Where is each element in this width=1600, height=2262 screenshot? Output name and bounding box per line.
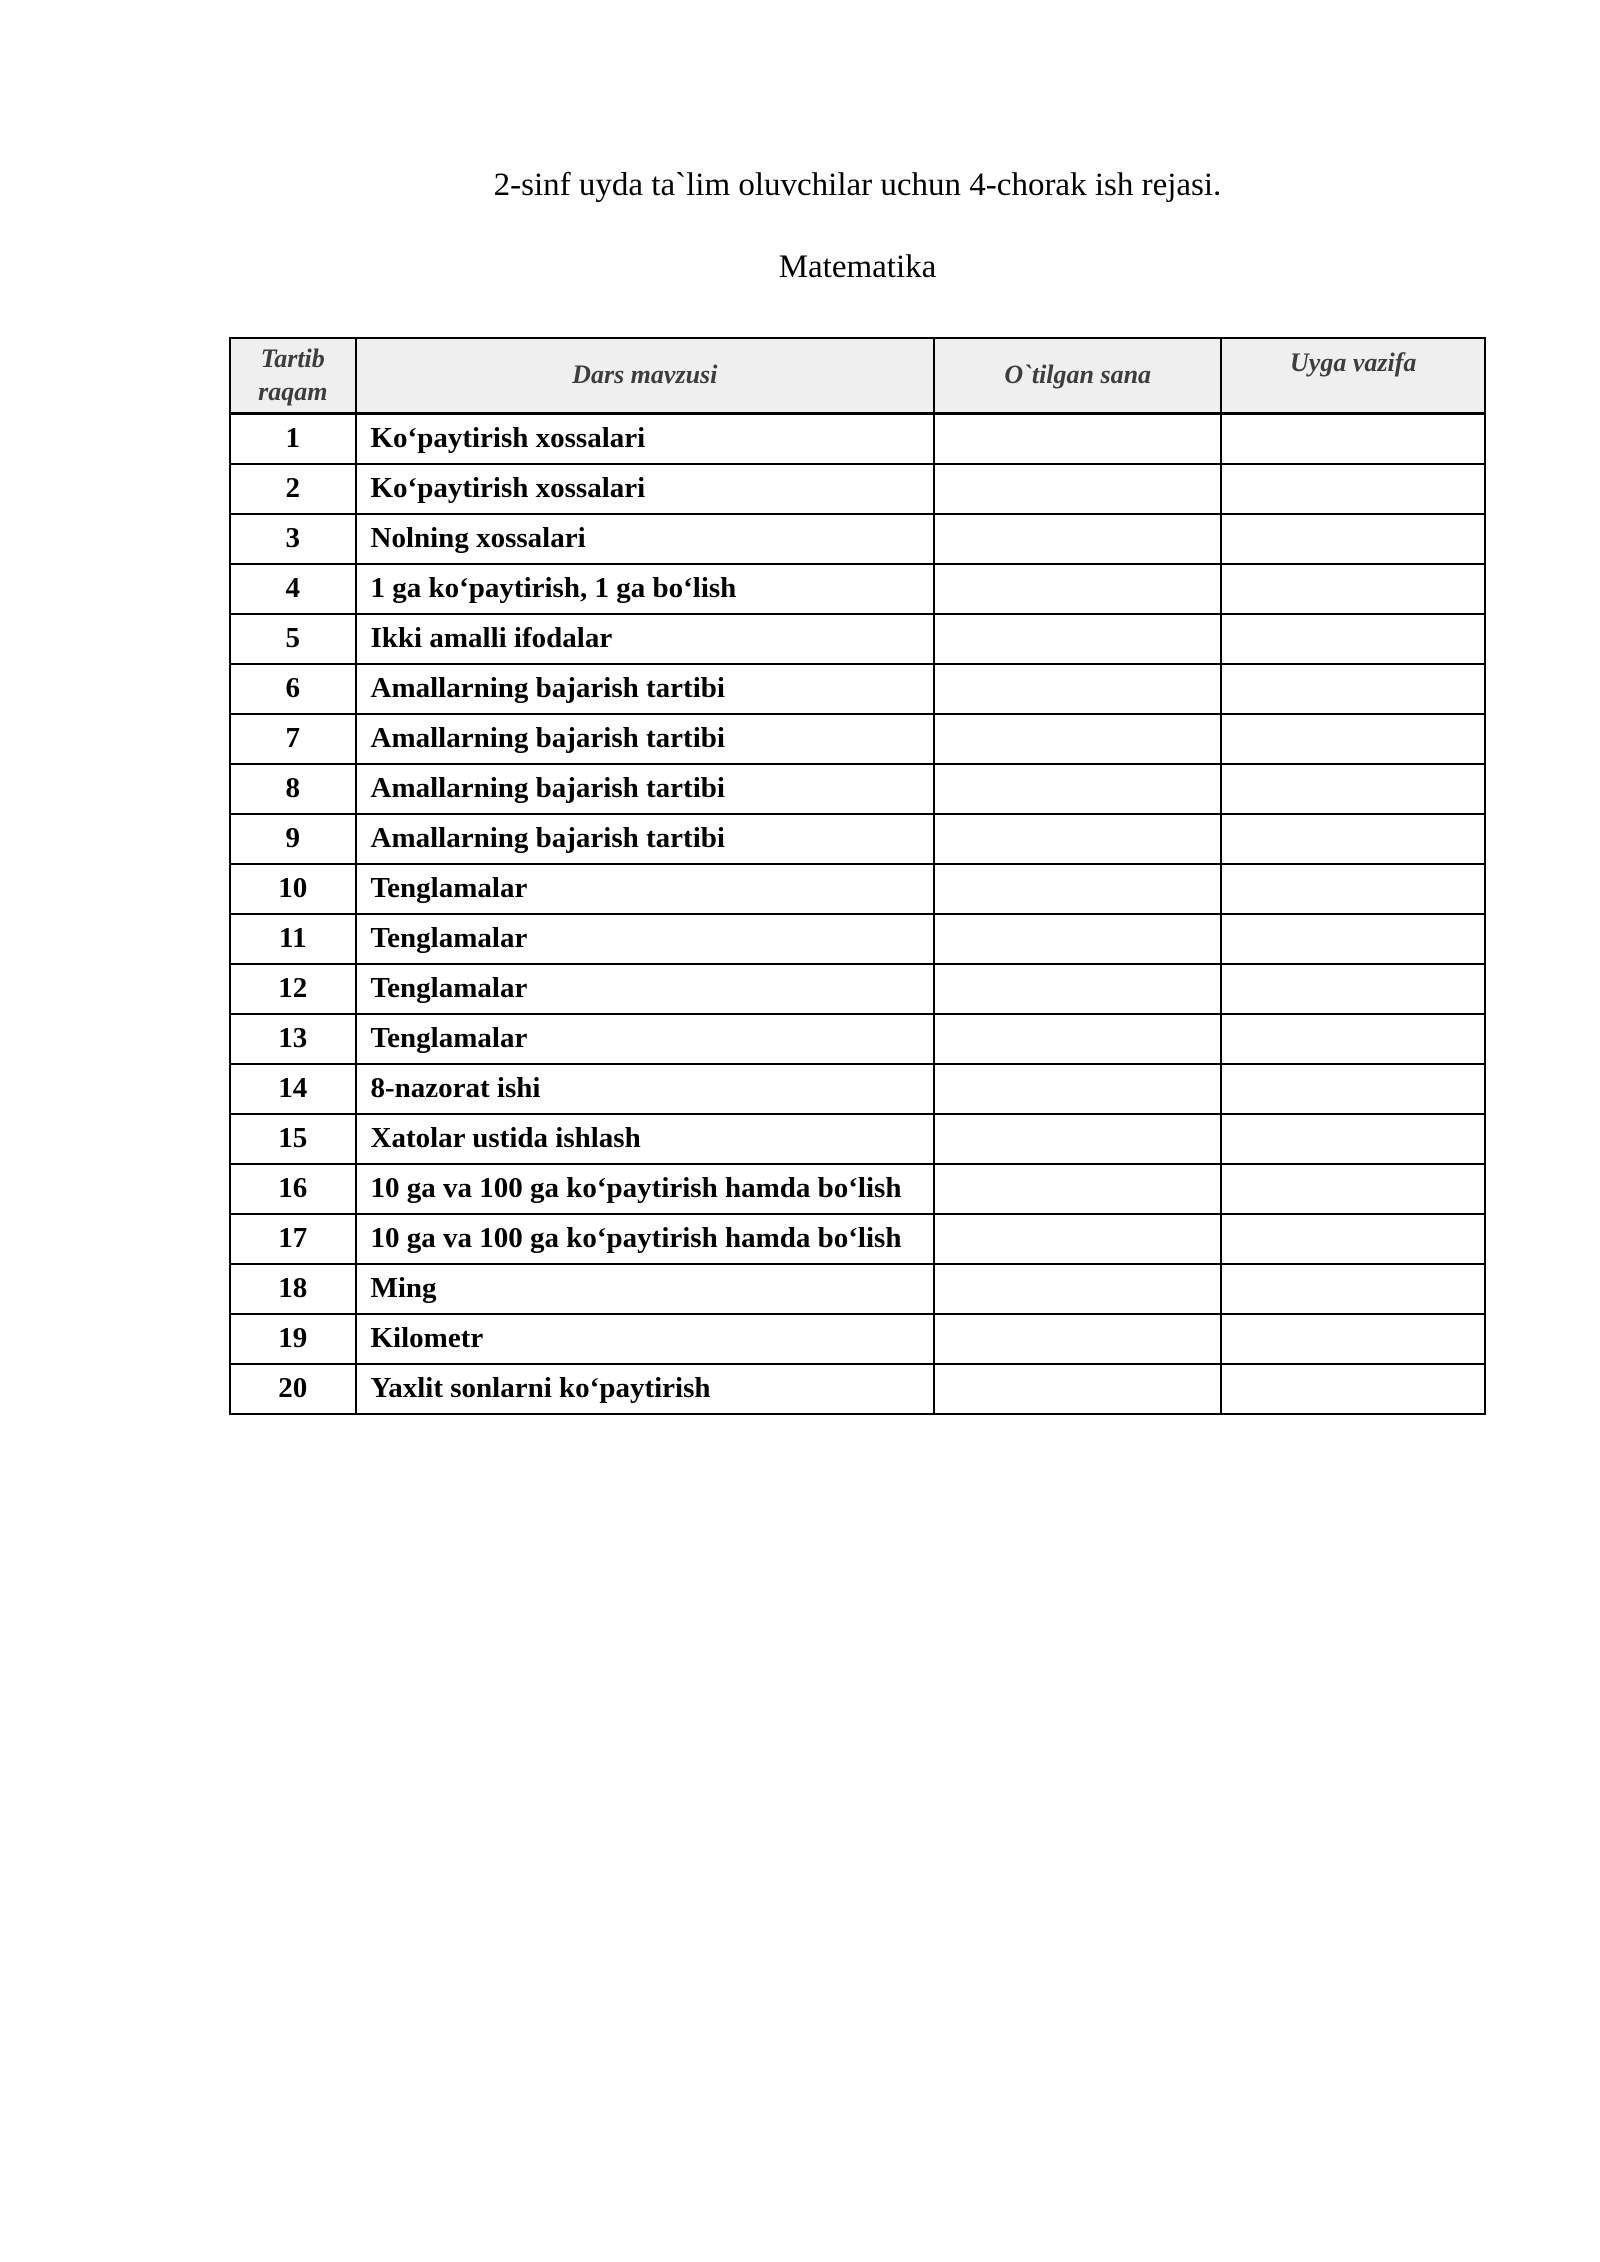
- lesson-topic-cell: 10 ga va 100 ga ko‘paytirish hamda bo‘lish: [356, 1164, 935, 1214]
- lesson-topic-cell: Tenglamalar: [356, 914, 935, 964]
- homework-cell: [1221, 1214, 1485, 1264]
- row-number-cell: 9: [230, 814, 356, 864]
- homework-cell: [1221, 1314, 1485, 1364]
- row-number-cell: 14: [230, 1064, 356, 1114]
- table-row: [230, 1214, 1485, 1264]
- homework-cell: [1221, 1014, 1485, 1064]
- lesson-topic-cell: 1 ga ko‘paytirish, 1 ga bo‘lish: [356, 564, 935, 614]
- date-taught-cell: [934, 764, 1221, 814]
- homework-cell: [1221, 514, 1485, 564]
- row-number-cell: 16: [230, 1164, 356, 1214]
- date-taught-cell: [934, 864, 1221, 914]
- column-header-order-number: Tartib raqam: [230, 338, 356, 414]
- row-number-cell: 17: [230, 1214, 356, 1264]
- date-taught-cell: [934, 464, 1221, 514]
- homework-cell: [1221, 414, 1485, 464]
- homework-cell: [1221, 1264, 1485, 1314]
- lesson-topic-cell: Ko‘paytirish xossalari: [356, 414, 935, 464]
- date-taught-cell: [934, 614, 1221, 664]
- lesson-topic-cell: Tenglamalar: [356, 1014, 935, 1064]
- row-number-cell: 5: [230, 614, 356, 664]
- lesson-topic-cell: Amallarning bajarish tartibi: [356, 714, 935, 764]
- table-row: [230, 814, 1485, 864]
- date-taught-cell: [934, 964, 1221, 1014]
- row-number-cell: 11: [230, 914, 356, 964]
- lesson-topic-cell: Amallarning bajarish tartibi: [356, 814, 935, 864]
- date-taught-cell: [934, 1214, 1221, 1264]
- row-number-cell: 4: [230, 564, 356, 614]
- column-header-date-taught: O`tilgan sana: [934, 338, 1221, 414]
- homework-cell: [1221, 464, 1485, 514]
- document-content: [229, 0, 1486, 1415]
- table-row: [230, 1114, 1485, 1164]
- row-number-cell: 8: [230, 764, 356, 814]
- table-body: [230, 414, 1485, 1414]
- lesson-topic-cell: Ming: [356, 1264, 935, 1314]
- row-number-cell: 10: [230, 864, 356, 914]
- lesson-topic-cell: 10 ga va 100 ga ko‘paytirish hamda bo‘lish: [356, 1214, 935, 1264]
- table-row: [230, 564, 1485, 614]
- date-taught-cell: [934, 564, 1221, 614]
- lesson-topic-cell: Amallarning bajarish tartibi: [356, 664, 935, 714]
- homework-cell: [1221, 914, 1485, 964]
- row-number-cell: 13: [230, 1014, 356, 1064]
- lesson-topic-cell: Ko‘paytirish xossalari: [356, 464, 935, 514]
- row-number-cell: 6: [230, 664, 356, 714]
- row-number-cell: 2: [230, 464, 356, 514]
- table-row: [230, 964, 1485, 1014]
- date-taught-cell: [934, 1314, 1221, 1364]
- lesson-topic-cell: Yaxlit sonlarni ko‘paytirish: [356, 1364, 935, 1414]
- table-row: [230, 1014, 1485, 1064]
- homework-cell: [1221, 664, 1485, 714]
- table-row: [230, 914, 1485, 964]
- row-number-cell: 1: [230, 414, 356, 464]
- table-row: [230, 464, 1485, 514]
- homework-cell: [1221, 764, 1485, 814]
- date-taught-cell: [934, 1014, 1221, 1064]
- homework-cell: [1221, 864, 1485, 914]
- date-taught-cell: [934, 1364, 1221, 1414]
- homework-cell: [1221, 714, 1485, 764]
- homework-cell: [1221, 1164, 1485, 1214]
- lesson-topic-cell: Amallarning bajarish tartibi: [356, 764, 935, 814]
- row-number-cell: 15: [230, 1114, 356, 1164]
- homework-cell: [1221, 614, 1485, 664]
- table-row: [230, 1164, 1485, 1214]
- lesson-topic-cell: Nolning xossalari: [356, 514, 935, 564]
- date-taught-cell: [934, 664, 1221, 714]
- table-row: [230, 614, 1485, 664]
- date-taught-cell: [934, 1114, 1221, 1164]
- lesson-topic-cell: Tenglamalar: [356, 964, 935, 1014]
- homework-cell: [1221, 564, 1485, 614]
- row-number-cell: 20: [230, 1364, 356, 1414]
- lesson-topic-cell: Xatolar ustida ishlash: [356, 1114, 935, 1164]
- table-row: [230, 714, 1485, 764]
- table-row: [230, 1064, 1485, 1114]
- table-row: [230, 664, 1485, 714]
- date-taught-cell: [934, 1064, 1221, 1114]
- date-taught-cell: [934, 414, 1221, 464]
- date-taught-cell: [934, 1264, 1221, 1314]
- date-taught-cell: [934, 814, 1221, 864]
- lesson-topic-cell: Ikki amalli ifodalar: [356, 614, 935, 664]
- row-number-cell: 7: [230, 714, 356, 764]
- date-taught-cell: [934, 914, 1221, 964]
- column-header-homework: Uyga vazifa: [1221, 338, 1485, 414]
- homework-cell: [1221, 814, 1485, 864]
- homework-cell: [1221, 964, 1485, 1014]
- table-row: [230, 1264, 1485, 1314]
- date-taught-cell: [934, 1164, 1221, 1214]
- table-row: [230, 414, 1485, 464]
- homework-cell: [1221, 1064, 1485, 1114]
- lesson-topic-cell: 8-nazorat ishi: [356, 1064, 935, 1114]
- lesson-plan-table: [229, 337, 1486, 1415]
- table-row: [230, 514, 1485, 564]
- homework-cell: [1221, 1364, 1485, 1414]
- date-taught-cell: [934, 714, 1221, 764]
- lesson-topic-cell: Kilometr: [356, 1314, 935, 1364]
- column-header-lesson-topic: Dars mavzusi: [356, 338, 935, 414]
- page-subtitle: Matematika: [778, 248, 937, 285]
- lesson-topic-cell: Tenglamalar: [356, 864, 935, 914]
- table-row: [230, 1314, 1485, 1364]
- row-number-cell: 19: [230, 1314, 356, 1364]
- table-row: [230, 1364, 1485, 1414]
- page-title: 2-sinf uyda ta`lim oluvchilar uchun 4-chorak ish rejasi.: [493, 167, 1222, 203]
- date-taught-cell: [934, 514, 1221, 564]
- row-number-cell: 12: [230, 964, 356, 1014]
- row-number-cell: 3: [230, 514, 356, 564]
- table-header-row: [230, 338, 1485, 414]
- table-row: [230, 864, 1485, 914]
- table-row: [230, 764, 1485, 814]
- homework-cell: [1221, 1114, 1485, 1164]
- row-number-cell: 18: [230, 1264, 356, 1314]
